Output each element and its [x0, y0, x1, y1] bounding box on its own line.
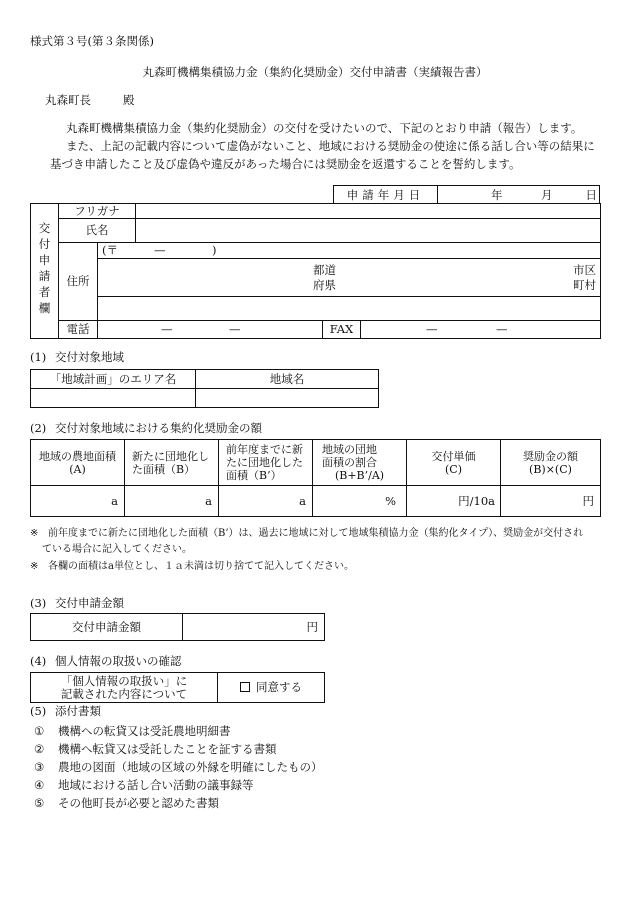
- address-field[interactable]: [98, 259, 601, 297]
- header-area-plan-name: 「地域計画」のエリア名: [31, 370, 196, 389]
- phone-label: 電話: [59, 321, 98, 339]
- fax-field[interactable]: [361, 321, 601, 339]
- attachment-mark: ①: [34, 724, 45, 738]
- header-line: (B)×(C): [529, 462, 572, 476]
- privacy-consent-line: 記載された内容について: [60, 686, 188, 701]
- incentive-amount-table: [30, 439, 601, 517]
- target-area-table: [30, 369, 379, 408]
- section1-title: 交付対象地域: [55, 350, 124, 364]
- region-name-field[interactable]: [196, 389, 379, 408]
- section5-title: 添付書類: [55, 704, 101, 718]
- unit-price-field[interactable]: 円/10a: [407, 486, 501, 517]
- header-line: 面積の割合: [322, 456, 377, 469]
- fax-label: FAX: [323, 321, 361, 339]
- furigana-field[interactable]: [136, 204, 601, 219]
- privacy-consent-table: [30, 672, 325, 703]
- attachment-item: その他町長が必要と認めた書類: [58, 796, 219, 810]
- applicant-section-label-text: 交付申請者欄: [37, 221, 52, 318]
- header-line: 新たに団地化し: [132, 449, 209, 463]
- header-line: 奨励金の額: [523, 449, 578, 463]
- attachment-mark: ④: [34, 778, 45, 792]
- intro-line: 基づき申請したこと及び虚偽や違反があった場合には奨励金を返還することを誓約します。: [50, 157, 521, 171]
- intro-line: 丸森町機構集積協力金（集約化奨励金）の交付を受けたいので、下記のとおり申請（報告）します。: [66, 121, 583, 135]
- city-label: 市区: [573, 263, 597, 277]
- phone-separator: —: [229, 322, 241, 336]
- section3-number: (3): [30, 596, 47, 610]
- applicant-table: [30, 203, 601, 339]
- attachment-mark: ③: [34, 760, 45, 774]
- privacy-consent-line: 「個人情報の取扱い」に: [60, 673, 188, 688]
- header-line: 交付単価: [431, 449, 476, 463]
- postal-suffix: ): [212, 243, 217, 257]
- header-farmland-area: [31, 440, 125, 486]
- intro-line: また、上記の記載内容について虚偽がないこと、地域における奨励金の使途に係る話し合い等の結果に: [66, 139, 595, 153]
- header-line: た面積（B）: [132, 462, 196, 476]
- date-year-label: 年: [491, 188, 503, 202]
- section5-number: (5): [30, 704, 47, 718]
- postal-prefix: (〒: [102, 243, 118, 257]
- furigana-label: フリガナ: [59, 204, 136, 219]
- phone-field[interactable]: [98, 321, 323, 339]
- header-consolidation-ratio: [313, 440, 407, 486]
- attachment-item: 機構への転貸又は受託農地明細書: [58, 724, 231, 738]
- header-line: (B+B’/A): [334, 469, 385, 482]
- header-region-name: 地域名: [196, 370, 379, 389]
- note-text: 各欄の面積はa単位とし、１ａ未満は切り捨てて記入してください。: [48, 561, 354, 572]
- section2-title: 交付対象地域における集約化奨励金の額: [55, 421, 262, 435]
- attachment-item: 農地の図面（地域の区域の外縁を明確にしたもの）: [58, 760, 323, 774]
- header-line: (A): [69, 462, 86, 476]
- requested-amount-table: [30, 613, 325, 641]
- application-date-label: 申請年月日: [334, 186, 438, 204]
- applicant-section-label: [31, 204, 59, 339]
- header-line: 前年度までに新: [226, 443, 303, 456]
- header-line: 地域の農地面積: [39, 449, 116, 463]
- area-plan-name-field[interactable]: [31, 389, 196, 408]
- section1-number: (1): [30, 350, 47, 364]
- privacy-consent-label: [31, 673, 218, 703]
- date-month-label: 月: [541, 188, 553, 202]
- section4-number: (4): [30, 654, 47, 668]
- addressee-name: 丸森町長: [45, 93, 91, 107]
- header-line: 地域の団地: [322, 443, 377, 456]
- attachment-item: 機構へ転貸又は受託したことを証する書類: [58, 742, 277, 756]
- fax-separator: —: [496, 322, 508, 336]
- name-label: 氏名: [59, 219, 136, 243]
- note-text: ている場合に記入してください。: [42, 544, 192, 555]
- phone-separator: —: [161, 322, 173, 336]
- note-mark: ※: [30, 528, 39, 539]
- form-number: 様式第３号(第３条関係): [30, 34, 154, 48]
- incentive-amount-field[interactable]: 円: [501, 486, 601, 517]
- name-field[interactable]: [136, 219, 601, 243]
- agree-checkbox[interactable]: [240, 682, 250, 692]
- privacy-consent-cell: [218, 673, 325, 703]
- city-label: 町村: [573, 278, 597, 292]
- farmland-area-field[interactable]: a: [31, 486, 125, 517]
- header-line: たに団地化した: [226, 456, 303, 469]
- form-title: 丸森町機構集積協力金（集約化奨励金）交付申請書（実績報告書）: [142, 65, 488, 79]
- attachment-item: 地域における話し合い活動の議事録等: [58, 778, 254, 792]
- header-new-consolidated-area: [125, 440, 219, 486]
- postal-code-field[interactable]: [98, 243, 601, 259]
- note-mark: ※: [30, 561, 39, 572]
- header-line: (C): [445, 462, 462, 476]
- section2-number: (2): [30, 421, 47, 435]
- section4-title: 個人情報の取扱いの確認: [55, 654, 182, 668]
- application-date-field[interactable]: [438, 186, 601, 204]
- attachment-mark: ⑤: [34, 796, 45, 810]
- postal-dash: —: [154, 243, 166, 257]
- header-prior-consolidated-area: [219, 440, 313, 486]
- header-line: 面積（B’）: [226, 469, 282, 482]
- header-unit-price: [407, 440, 501, 486]
- prefecture-label: 府県: [313, 278, 336, 292]
- date-day-label: 日: [585, 188, 597, 202]
- new-consolidated-area-field[interactable]: a: [125, 486, 219, 517]
- header-incentive-amount: [501, 440, 601, 486]
- agree-checkbox-label[interactable]: 同意する: [256, 680, 302, 694]
- requested-amount-field[interactable]: 円: [183, 614, 325, 641]
- prefecture-label: 都道: [313, 263, 336, 277]
- address-detail-field[interactable]: [98, 297, 601, 321]
- section3-title: 交付申請金額: [55, 596, 124, 610]
- addressee-honorific: 殿: [123, 93, 135, 107]
- note-text: 前年度までに新たに団地化した面積（B’）は、過去に地域に対して地域集積協力金（集約化タイプ）、奨励金が交付され: [48, 528, 584, 539]
- prior-consolidated-area-field[interactable]: a: [219, 486, 313, 517]
- fax-separator: —: [426, 322, 438, 336]
- application-date-box: [333, 185, 600, 204]
- requested-amount-label: 交付申請金額: [31, 614, 183, 641]
- address-label: 住所: [59, 243, 98, 321]
- consolidation-ratio-field[interactable]: %: [313, 486, 407, 517]
- attachment-mark: ②: [34, 742, 45, 756]
